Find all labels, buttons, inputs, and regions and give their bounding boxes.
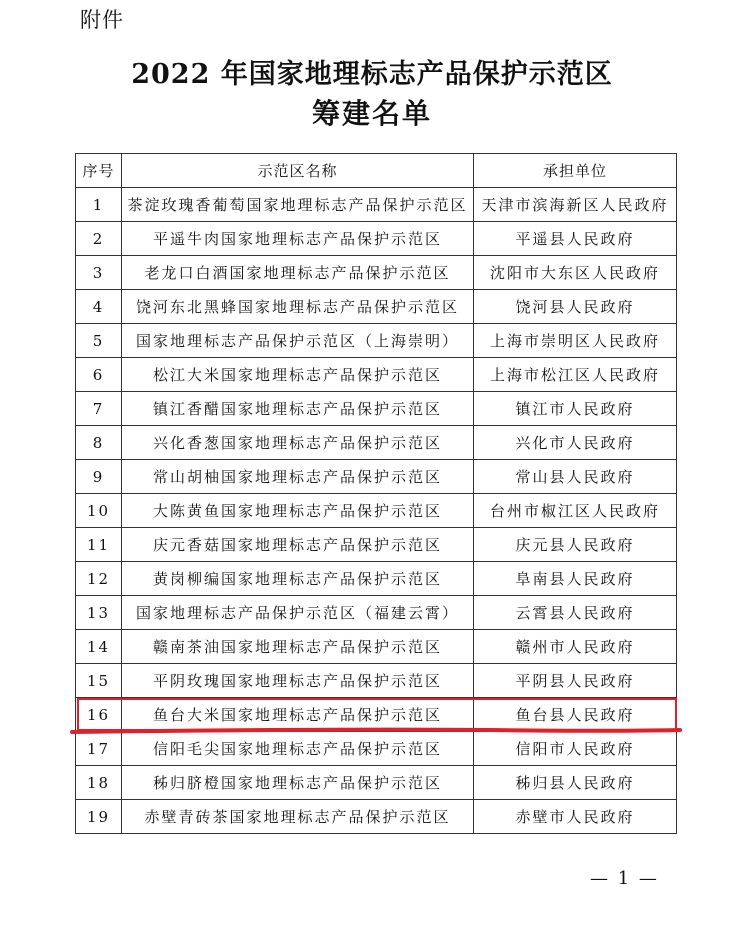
document-subtitle: 筹建名单: [311, 97, 432, 130]
responsible-unit-cell: 天津市滨海新区人民政府: [474, 188, 677, 222]
table-row: [76, 188, 677, 222]
zone-name-cell: 秭归脐橙国家地理标志产品保护示范区: [122, 766, 474, 800]
zone-name-cell: 赤壁青砖茶国家地理标志产品保护示范区: [122, 800, 474, 834]
responsible-unit-cell: 平遥县人民政府: [474, 222, 677, 256]
zone-name-cell: 国家地理标志产品保护示范区（福建云霄）: [122, 596, 474, 630]
row-number-cell: 7: [76, 392, 122, 426]
row-number-cell: 12: [76, 562, 122, 596]
zone-name-cell: 饶河东北黑蜂国家地理标志产品保护示范区: [122, 290, 474, 324]
table-row: [76, 562, 677, 596]
zone-name-cell: 庆元香菇国家地理标志产品保护示范区: [122, 528, 474, 562]
zone-name-cell: 大陈黄鱼国家地理标志产品保护示范区: [122, 494, 474, 528]
page-number: — 1 —: [590, 868, 659, 889]
document-title: 2022 年国家地理标志产品保护示范区: [131, 59, 613, 90]
zone-name-cell: 松江大米国家地理标志产品保护示范区: [122, 358, 474, 392]
table-row: [76, 222, 677, 256]
row-number-cell: 11: [76, 528, 122, 562]
zone-name-cell: 平遥牛肉国家地理标志产品保护示范区: [122, 222, 474, 256]
zone-name-cell: 赣南茶油国家地理标志产品保护示范区: [122, 630, 474, 664]
table-row: [76, 460, 677, 494]
table-row: [76, 800, 677, 834]
column-header-number: 序号: [76, 154, 122, 188]
responsible-unit-cell: 常山县人民政府: [474, 460, 677, 494]
row-number-cell: 10: [76, 494, 122, 528]
table-row: [76, 426, 677, 460]
row-number-cell: 13: [76, 596, 122, 630]
responsible-unit-cell: 镇江市人民政府: [474, 392, 677, 426]
table-row: [76, 528, 677, 562]
responsible-unit-cell: 云霄县人民政府: [474, 596, 677, 630]
table-row: [76, 358, 677, 392]
responsible-unit-cell: 沈阳市大东区人民政府: [474, 256, 677, 290]
table-row: [76, 630, 677, 664]
table-row: [76, 290, 677, 324]
row-number-cell: 17: [76, 732, 122, 766]
zone-name-cell: 茶淀玫瑰香葡萄国家地理标志产品保护示范区: [122, 188, 474, 222]
row-number-cell: 19: [76, 800, 122, 834]
row-number-cell: 6: [76, 358, 122, 392]
table-row: [76, 324, 677, 358]
row-number-cell: 18: [76, 766, 122, 800]
table-row: [76, 596, 677, 630]
zone-name-cell: 鱼台大米国家地理标志产品保护示范区: [122, 698, 474, 732]
row-number-cell: 1: [76, 188, 122, 222]
zone-name-cell: 国家地理标志产品保护示范区（上海崇明）: [122, 324, 474, 358]
responsible-unit-cell: 赤壁市人民政府: [474, 800, 677, 834]
attachment-label: 附件: [80, 8, 124, 32]
zone-name-cell: 平阴玫瑰国家地理标志产品保护示范区: [122, 664, 474, 698]
responsible-unit-cell: 信阳市人民政府: [474, 732, 677, 766]
table-row: [76, 256, 677, 290]
column-header-responsible-unit: 承担单位: [474, 154, 677, 188]
row-number-cell: 4: [76, 290, 122, 324]
responsible-unit-cell: 台州市椒江区人民政府: [474, 494, 677, 528]
row-number-cell: 9: [76, 460, 122, 494]
row-number-cell: 2: [76, 222, 122, 256]
responsible-unit-cell: 鱼台县人民政府: [474, 698, 677, 732]
responsible-unit-cell: 庆元县人民政府: [474, 528, 677, 562]
zone-name-cell: 信阳毛尖国家地理标志产品保护示范区: [122, 732, 474, 766]
row-number-cell: 16: [76, 698, 122, 732]
row-number-cell: 15: [76, 664, 122, 698]
zone-name-cell: 黄岗柳编国家地理标志产品保护示范区: [122, 562, 474, 596]
responsible-unit-cell: 赣州市人民政府: [474, 630, 677, 664]
responsible-unit-cell: 阜南县人民政府: [474, 562, 677, 596]
zone-name-cell: 老龙口白酒国家地理标志产品保护示范区: [122, 256, 474, 290]
table-header-row: [76, 154, 677, 188]
table-row: [76, 664, 677, 698]
responsible-unit-cell: 饶河县人民政府: [474, 290, 677, 324]
highlight-underline: [70, 724, 682, 736]
zone-name-cell: 兴化香葱国家地理标志产品保护示范区: [122, 426, 474, 460]
responsible-unit-cell: 平阴县人民政府: [474, 664, 677, 698]
responsible-unit-cell: 上海市松江区人民政府: [474, 358, 677, 392]
zone-name-cell: 常山胡柚国家地理标志产品保护示范区: [122, 460, 474, 494]
zone-name-cell: 镇江香醋国家地理标志产品保护示范区: [122, 392, 474, 426]
row-number-cell: 3: [76, 256, 122, 290]
table-row: [76, 494, 677, 528]
table-row: [76, 766, 677, 800]
row-number-cell: 14: [76, 630, 122, 664]
row-number-cell: 8: [76, 426, 122, 460]
column-header-zone-name: 示范区名称: [122, 154, 474, 188]
table-row: [76, 392, 677, 426]
responsible-unit-cell: 兴化市人民政府: [474, 426, 677, 460]
responsible-unit-cell: 上海市崇明区人民政府: [474, 324, 677, 358]
table-row: [76, 732, 677, 766]
responsible-unit-cell: 秭归县人民政府: [474, 766, 677, 800]
row-number-cell: 5: [76, 324, 122, 358]
